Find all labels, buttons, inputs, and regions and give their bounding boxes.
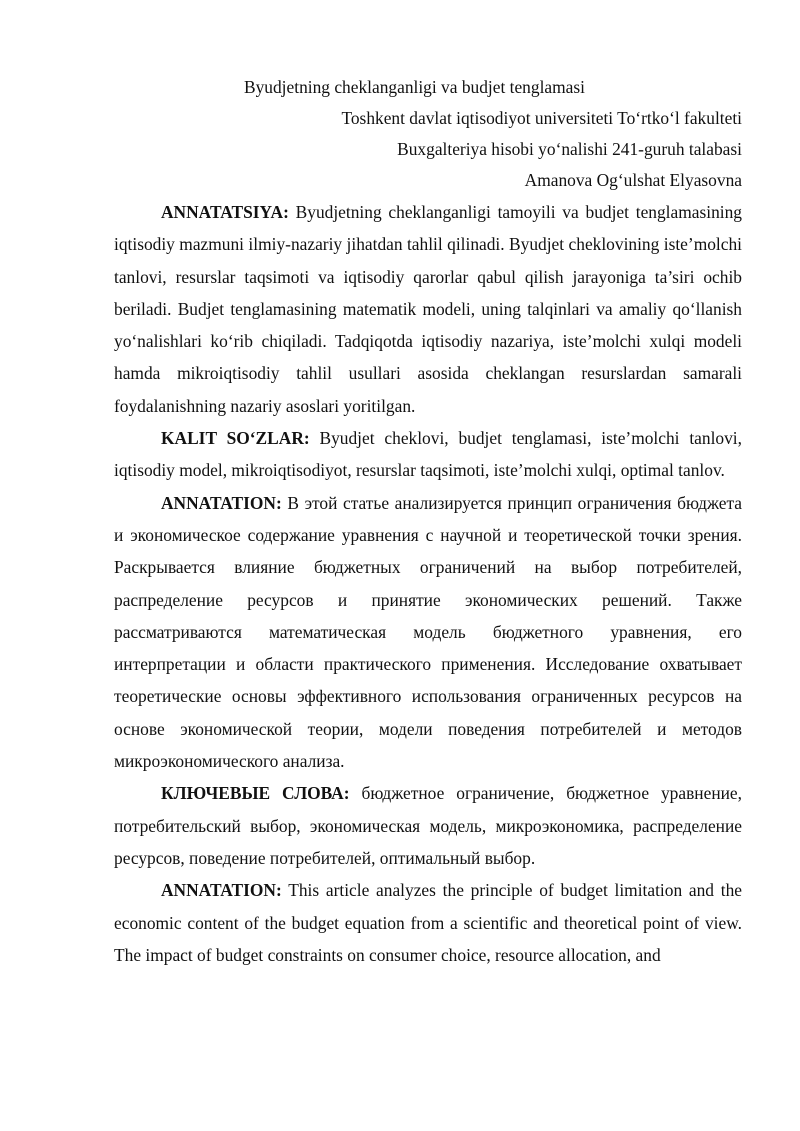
author-name: Amanova Og‘ulshat Elyasovna: [524, 170, 742, 190]
abstract-ru-label: ANNATATION:: [161, 492, 282, 513]
abstract-en-label: ANNATATION:: [161, 880, 282, 901]
keywords-ru: [114, 777, 742, 874]
abstract-uz-label: ANNATATSIYA:: [161, 202, 289, 222]
document-page: [114, 72, 742, 971]
abstract-uz-text: Byudjetning cheklanganligi tamoyili va budjet tenglamasining iqtisodiy mazmuni ilmiy-nazariy jihatdan tahlil qilinadi. Byudjet cheklovining iste’molchi tanlovi, resurslar taqsimoti va iqtisodiy qarorlar qabul qilish jarayoniga ta’siri ochib beriladi. Budjet tenglamasining matematik modeli, uning talqinlari va amaliy qo‘llanish yo‘nalishlari ko‘rib chiqiladi. Tadqiqotda iqtisodiy nazariya, iste’molchi xulqi modeli hamda mikroiqtisodiy tahlil usullari asosida cheklangan resurslardan samarali foydalanishning nazariy asoslari yoritilgan.: [114, 202, 742, 416]
abstract-en-text: This article analyzes the principle of budget limitation and the economic content of the budget equation from a scientific and theoretical point of view. The impact of budget constraints on consumer choice, resource allocation, and: [114, 880, 742, 965]
keywords-uz-label: KALIT SO‘ZLAR:: [161, 428, 310, 449]
keywords-ru-text: бюджетное ограничение, бюджетное уравнение, потребительский выбор, экономическая модель, микроэкономика, распределение ресурсов, поведение потребителей, оптимальный выбор.: [114, 783, 742, 868]
author-group: Buxgalteriya hisobi yo‘nalishi 241-guruh talabasi: [397, 139, 742, 159]
abstract-en: [114, 874, 742, 971]
abstract-uz: [114, 196, 742, 422]
paper-title: Byudjetning cheklanganligi va budjet tenglamasi: [244, 77, 585, 97]
author-university: Toshkent davlat iqtisodiyot universiteti To‘rtko‘l fakulteti: [341, 108, 742, 128]
abstract-ru: [114, 487, 742, 778]
abstract-ru-text: В этой статье анализируется принцип ограничения бюджета и экономическое содержание уравнения с научной и теоретической точки зрения. Раскрывается влияние бюджетных ограничений на выбор потребителей, распределение ресурсов и принятие экономических решений. Также рассматриваются математическая модель бюджетного уравнения, его интерпретации и области практического применения. Исследование охватывает теоретические основы эффективного использования ограниченных ресурсов на основе экономической теории, модели поведения потребителей и методов микроэкономического анализа.: [114, 492, 742, 772]
keywords-uz-text: Byudjet cheklovi, budjet tenglamasi, iste’molchi tanlovi, iqtisodiy model, mikroiqtisodiyot, resurslar taqsimoti, iste’molchi xulqi, optimal tanlov.: [114, 428, 742, 481]
keywords-ru-label: КЛЮЧЕВЫЕ СЛОВА:: [161, 783, 350, 804]
keywords-uz: [114, 422, 742, 487]
